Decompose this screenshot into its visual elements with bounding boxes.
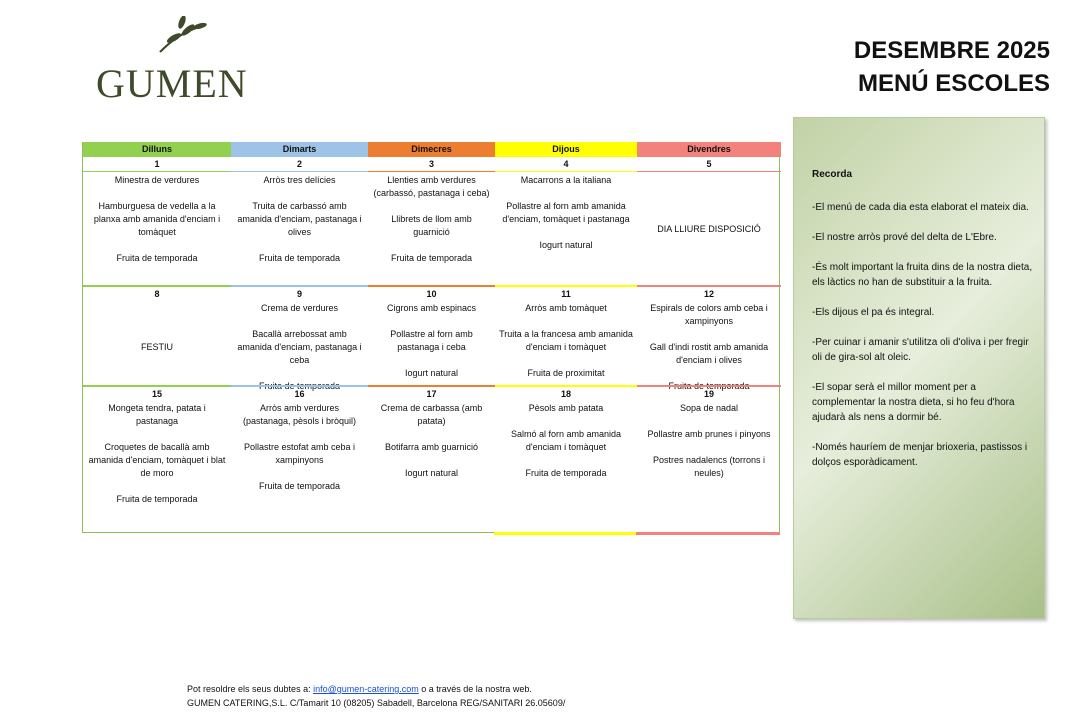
day-menu-cell: [231, 401, 368, 532]
line-gap: [87, 428, 227, 441]
dish-text: Pollastre amb prunes i pinyons: [647, 429, 771, 439]
line-gap: [372, 200, 491, 213]
menu-table: [82, 142, 780, 533]
date-number: 4: [563, 159, 569, 169]
day-menu-cell: [637, 173, 781, 285]
date-number: 8: [154, 289, 160, 299]
day-menu-cell: [495, 173, 637, 285]
menu-row: [83, 401, 779, 532]
day-menu-cell: [637, 401, 781, 532]
dish-text: Fruita de temporada: [525, 468, 607, 478]
menu-row: [83, 301, 779, 385]
dish-text: Crema de verdures: [260, 303, 339, 313]
date-number: 15: [151, 389, 162, 399]
line-gap: [499, 415, 633, 428]
line-gap: [235, 187, 364, 200]
date-number-row: [83, 387, 779, 401]
footer-address: GUMEN CATERING,S.L. C/Tamarit 10 (08205) Sabadell, Barcelona REG/SANITARI 26.05609/: [187, 698, 566, 708]
reminder-item: -Només hauríem de menjar brioxeria, pastissos i dolços esporàdicament.: [812, 442, 1028, 468]
week-block: [83, 157, 779, 285]
date-number: 19: [703, 389, 714, 399]
dish-text: Sopa de nadal: [679, 403, 739, 413]
dish-text: Llibrets de llom amb guarnició: [391, 214, 472, 237]
weekday-header-row: [83, 142, 779, 157]
date-number-row: [83, 157, 779, 171]
line-gap: [87, 187, 227, 200]
dish-text: Minestra de verdures: [114, 175, 200, 185]
dish-text: Arròs amb verdures (pastanaga, pèsols i bròquil): [242, 403, 357, 426]
dish-text: Macarrons a la italiana: [520, 175, 612, 185]
line-gap: [235, 467, 364, 480]
menu-row: [83, 173, 779, 285]
separator-segment: [231, 171, 368, 172]
date-number: 12: [703, 289, 714, 299]
line-gap: [641, 441, 777, 454]
dish-text: Fruita de proximitat: [527, 368, 605, 378]
bottom-bar-segment: [636, 532, 780, 535]
reminder-item: -El nostre arròs prové del delta de L'Ebre.: [812, 232, 997, 243]
date-number: 11: [561, 289, 571, 299]
day-menu-cell: [637, 301, 781, 394]
dish-text: Truita de carbassó amb amanida d'enciam, pastanaga i olives: [237, 201, 362, 237]
date-number: 2: [296, 159, 302, 169]
dish-text: Botifarra amb guarnició: [384, 442, 479, 452]
olive-branch-icon: [152, 16, 212, 56]
day-menu-cell: [368, 301, 495, 394]
dish-text: Mongeta tendra, patata i pastanaga: [108, 403, 206, 426]
dish-text: Llenties amb verdures (carbassó, pastanaga i ceba): [373, 175, 490, 198]
dish-text: Crema de carbassa (amb patata): [380, 403, 483, 426]
dish-text: Truita a la francesa amb amanida d'enciam i tomàquet: [499, 329, 633, 352]
dish-text: Fruita de temporada: [116, 494, 198, 504]
week-block: [83, 285, 779, 385]
reminder-item: -Els dijous el pa és integral.: [812, 307, 935, 318]
bottom-color-bars: [82, 532, 780, 535]
line-gap: [499, 354, 633, 367]
line-gap: [372, 428, 491, 441]
dish-text: Cigrons amb espinacs: [386, 303, 477, 313]
company-logo: [96, 16, 266, 104]
line-gap: [499, 315, 633, 328]
dish-text: Iogurt natural: [404, 368, 459, 378]
line-gap: [235, 428, 364, 441]
dish-text: Croquetes de bacallà amb amanida d'enciam, tomàquet i blat de moro: [88, 442, 226, 478]
footer: [187, 682, 565, 710]
line-gap: [641, 328, 777, 341]
footer-contact-line: [187, 682, 565, 696]
dish-text: Pollastre estofat amb ceba i xampinyons: [243, 442, 356, 465]
line-gap: [372, 239, 491, 252]
line-gap: [87, 239, 227, 252]
date-number: 9: [296, 289, 302, 299]
footer-contact-prefix: Pot resoldre els seus dubtes a:: [187, 684, 314, 694]
line-gap: [235, 367, 364, 380]
day-menu-cell: [495, 401, 637, 532]
date-number: 5: [706, 159, 712, 169]
dish-text: Pollastre al forn amb pastanaga i ceba: [390, 329, 473, 352]
header-dijous: Dijous: [495, 142, 637, 157]
day-menu-cell: [231, 173, 368, 285]
separator-segment: [83, 171, 231, 172]
line-gap: [235, 315, 364, 328]
line-gap: [372, 454, 491, 467]
header-divendres: Divendres: [637, 142, 781, 157]
dish-text: Fruita de temporada: [116, 253, 198, 263]
line-gap: [499, 454, 633, 467]
reminder-panel: [793, 117, 1045, 619]
reminder-item: -El menú de cada dia esta elaborat el mateix dia.: [812, 202, 1029, 213]
dish-text: Arròs amb tomàquet: [525, 303, 607, 313]
footer-contact-suffix: o a través de la nostra web.: [418, 684, 532, 694]
header-dimarts: Dimarts: [231, 142, 368, 157]
title-subtitle: MENÚ ESCOLES: [857, 70, 1050, 97]
bottom-bar-segment: [367, 532, 494, 535]
dish-text: FESTIU: [140, 342, 173, 352]
date-number-row: [83, 287, 779, 301]
reminder-item: -Per cuinar i amanir s'utilitza oli d'oliva i per fregir oli de gira-sol alt oleic.: [812, 337, 1029, 363]
dish-text: Gall d'indi rostit amb amanida d'enciam i olives: [649, 342, 769, 365]
day-menu-cell: [368, 401, 495, 532]
title-month: DESEMBRE 2025: [853, 37, 1050, 64]
dish-text: Espirals de colors amb ceba i xampinyons: [650, 303, 768, 326]
day-menu-cell: [83, 301, 231, 394]
date-number: 17: [426, 389, 437, 399]
line-gap: [641, 367, 777, 380]
dish-text: Pollastre al forn amb amanida d'enciam, tomàquet i pastanaga: [502, 201, 630, 224]
email-link[interactable]: info@gumen-catering.com: [313, 684, 419, 694]
day-menu-cell: [231, 301, 368, 394]
separator-segment: [495, 171, 637, 172]
reminder-item: -És molt important la fruita dins de la nostra dieta, els làctics no han de substituir a la fruita.: [812, 262, 1033, 288]
week-block: [83, 385, 779, 532]
header-dimecres: Dimecres: [368, 142, 495, 157]
dish-text: Pèsols amb patata: [528, 403, 604, 413]
date-number: 18: [560, 389, 571, 399]
line-gap: [641, 415, 777, 428]
separator-segment: [368, 171, 495, 172]
separator-segment: [637, 171, 781, 172]
bottom-bar-segment: [494, 532, 636, 535]
line-gap: [372, 315, 491, 328]
line-gap: [372, 354, 491, 367]
bottom-bar-segment: [82, 532, 230, 535]
dish-text: Postres nadalencs (torrons i neules): [652, 455, 766, 478]
line-gap: [235, 239, 364, 252]
dish-text: DIA LLIURE DISPOSICIÓ: [657, 223, 761, 234]
dish-text: Fruita de temporada: [390, 253, 473, 263]
day-menu-cell: [368, 173, 495, 285]
reminder-item: -El sopar serà el millor moment per a complementar la nostra dieta, si ho feu d'hora ajudarà als nens a dormir bé.: [812, 382, 1015, 423]
dish-text: Fruita de temporada: [258, 253, 341, 263]
panel-title: Recorda: [812, 169, 853, 180]
line-gap: [87, 480, 227, 493]
page-title: [854, 34, 1050, 100]
day-menu-cell: [495, 301, 637, 394]
dish-text: Iogurt natural: [539, 240, 593, 250]
weeks-container: [83, 157, 779, 532]
reminder-list: [812, 200, 1034, 485]
date-number: 3: [428, 159, 434, 169]
dish-text: Salmó al forn amb amanida d'enciam i tomàquet: [510, 429, 622, 452]
bottom-bar-segment: [230, 532, 367, 535]
dish-text: Arròs tres delícies: [263, 175, 336, 185]
day-menu-cell: [83, 173, 231, 285]
line-gap: [499, 187, 633, 200]
header-dilluns: Dilluns: [83, 142, 231, 157]
line-gap: [499, 226, 633, 239]
dish-text: Hamburguesa de vedella a la planxa amb amanida d'enciam i tomàquet: [93, 201, 221, 237]
logo-text: GUMEN: [96, 61, 248, 106]
date-number: 10: [426, 289, 437, 299]
dish-text: Iogurt natural: [404, 468, 459, 478]
dish-text: Bacallà arrebossat amb amanida d'enciam, pastanaga i ceba: [237, 329, 362, 365]
dish-text: Fruita de temporada: [258, 481, 341, 491]
day-menu-cell: [83, 401, 231, 532]
date-number: 16: [294, 389, 305, 399]
date-number: 1: [154, 159, 160, 169]
